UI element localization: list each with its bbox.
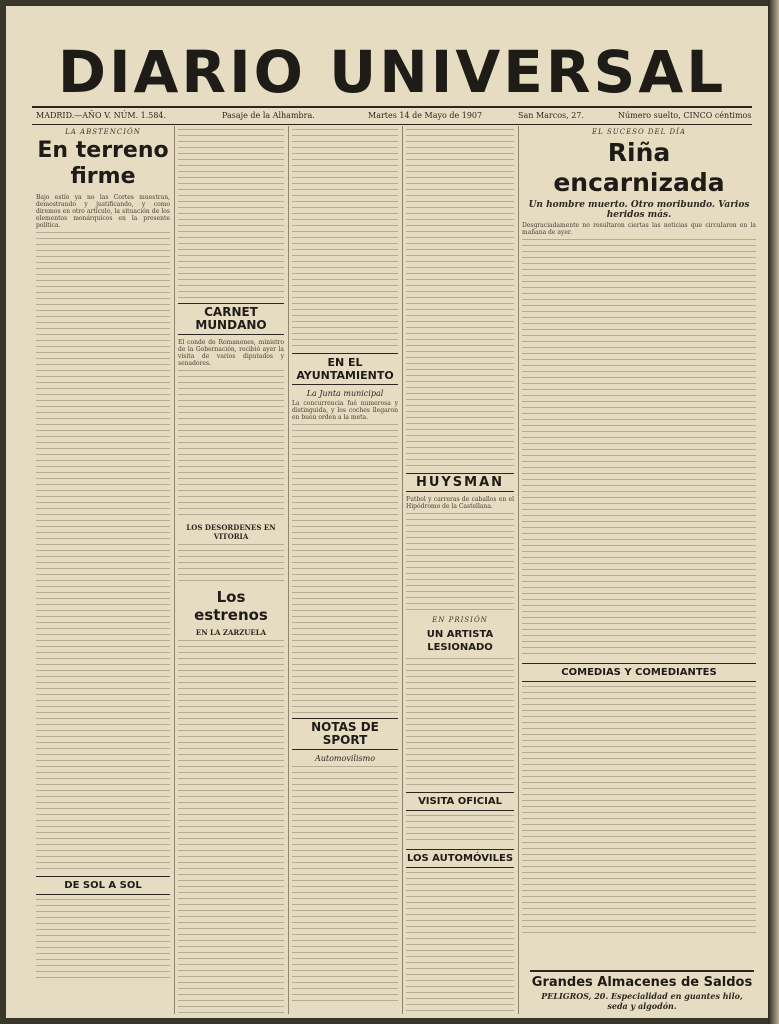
text-column bbox=[36, 899, 170, 979]
text-column bbox=[292, 766, 398, 1006]
advertisement-title: Grandes Almacenes de Saldos bbox=[531, 975, 753, 990]
article-body: La concurrencia fué numerosa y distinguida, y los coches llegaron en buen orden a la meta. bbox=[292, 400, 398, 421]
column-rule bbox=[288, 126, 289, 1014]
text-column bbox=[178, 544, 284, 584]
text-column bbox=[406, 129, 514, 469]
column-5 bbox=[522, 126, 756, 962]
text-column bbox=[406, 513, 514, 613]
section-header: COMEDIAS Y COMEDIANTES bbox=[522, 663, 756, 682]
section-header: DE SOL A SOL bbox=[36, 876, 170, 895]
article-kicker: EL SUCESO DEL DÍA bbox=[592, 128, 686, 136]
section-subheadline: La Junta municipal bbox=[306, 389, 384, 398]
street-address: San Marcos, 27. bbox=[518, 111, 584, 120]
newspaper-page bbox=[6, 6, 768, 1018]
section-headline: EN EL AYUNTAMIENTO bbox=[292, 353, 398, 385]
text-column bbox=[292, 129, 398, 349]
text-column bbox=[178, 370, 284, 520]
section-headline: VISITA OFICIAL bbox=[406, 792, 514, 811]
text-column bbox=[178, 129, 284, 299]
text-column bbox=[522, 239, 756, 659]
article-kicker: LA ABSTENCIÓN bbox=[65, 128, 141, 136]
column-3 bbox=[292, 126, 398, 1014]
text-column bbox=[406, 658, 514, 788]
article-body: Desgraciadamente no resultaron ciertas las noticias que circularon en la mañana de ayer. bbox=[522, 222, 756, 236]
article-body: Futbol y carreras de caballos en el Hipódromo de la Castellana. bbox=[406, 496, 514, 510]
text-column bbox=[522, 686, 756, 936]
edition-number: MADRID.—AÑO V. NÚM. 1.584. bbox=[36, 111, 167, 120]
column-4 bbox=[406, 126, 514, 1014]
issue-date: Martes 14 de Mayo de 1907 bbox=[368, 111, 483, 120]
office-address: Pasaje de la Alhambra. bbox=[222, 111, 315, 120]
section-headline: LOS DESORDENES EN VITORIA bbox=[186, 523, 276, 541]
edition-info-bar bbox=[32, 106, 752, 125]
section-subheadline: Automovilismo bbox=[314, 754, 376, 763]
column-rule bbox=[174, 126, 175, 1014]
section-headline: HUYSMAN bbox=[406, 473, 514, 492]
issue-price: Número suelto, CINCO céntimos bbox=[618, 111, 752, 120]
article-body: El conde de Romanones, ministro de la Gobernación, recibió ayer la visita de varios diputados y senadores. bbox=[178, 339, 284, 367]
article-kicker: EN PRISIÓN bbox=[432, 616, 488, 624]
advertisement bbox=[530, 970, 754, 1016]
column-2 bbox=[178, 126, 284, 1014]
column-rule bbox=[518, 126, 519, 1014]
section-headline: LOS AUTOMÓVILES bbox=[406, 849, 514, 868]
article-subheadline: Un hombre muerto. Otro moribundo. Varios heridos más. bbox=[528, 200, 750, 220]
page-binding-edge bbox=[768, 0, 779, 1024]
section-headline: Los estrenos bbox=[194, 588, 268, 624]
column-1 bbox=[36, 126, 170, 1014]
advertisement-text: PELIGROS, 20. Especialidad en guantes hilo, seda y algodón. bbox=[541, 991, 743, 1011]
section-headline: UN ARTISTA LESIONADO bbox=[426, 629, 494, 653]
text-column bbox=[36, 232, 170, 872]
article-headline: Riña encarnizada bbox=[553, 138, 725, 197]
article-headline: En terreno firme bbox=[37, 138, 169, 189]
text-column bbox=[292, 424, 398, 714]
article-body: Bajo estío ya no las Cortes muestran, demostrando y justificando, y como diremos en otro artículo, la situación de los elementos monárquicos en la presente política. bbox=[36, 194, 170, 229]
section-headline: CARNET MUNDANO bbox=[178, 303, 284, 335]
text-column bbox=[178, 640, 284, 1014]
text-column bbox=[406, 815, 514, 845]
section-subheadline: EN LA ZARZUELA bbox=[195, 628, 267, 637]
column-rule bbox=[402, 126, 403, 1014]
section-headline: NOTAS DE SPORT bbox=[292, 718, 398, 750]
newspaper-masthead: DIARIO UNIVERSAL bbox=[57, 38, 727, 106]
text-column bbox=[406, 872, 514, 1012]
